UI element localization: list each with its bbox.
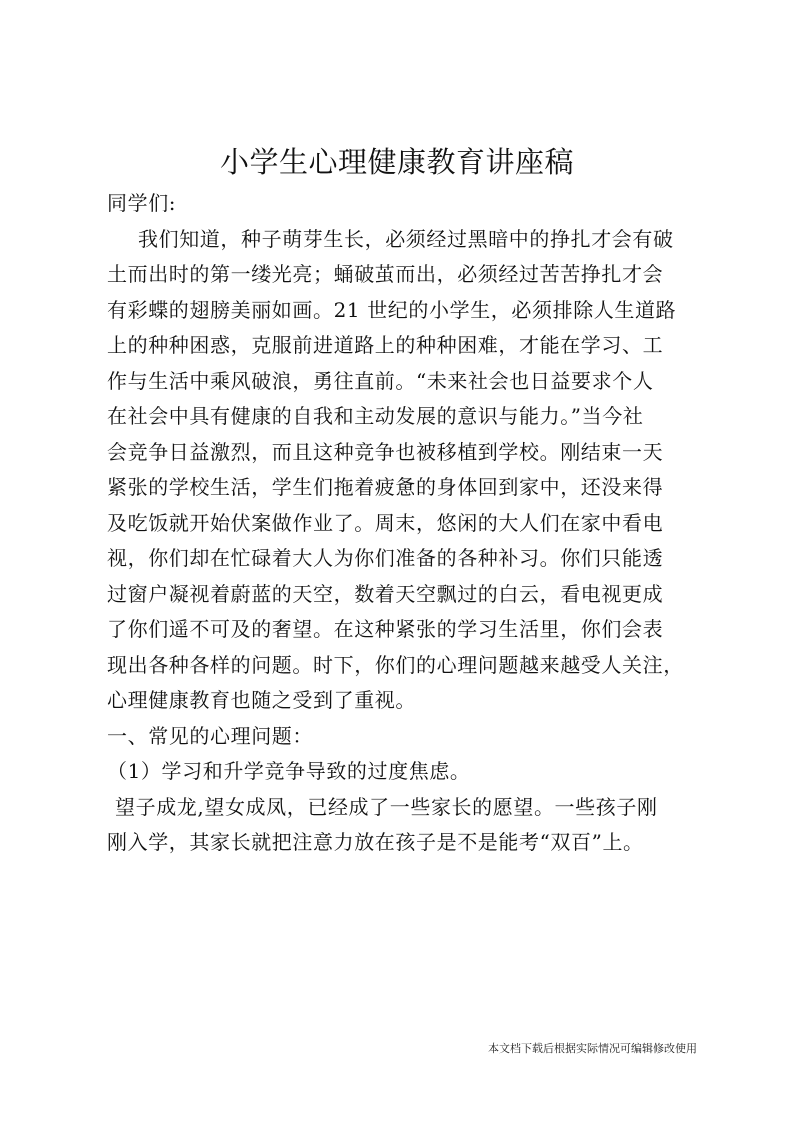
paragraph-line: 现出各种各样的问题。时下，你们的心理问题越来越受人关注，: [107, 652, 684, 677]
paragraph-line: 会竞争日益激烈，而且这种竞争也被移植到学校。刚结束一天: [107, 439, 664, 464]
paragraph-1: [107, 222, 697, 719]
greeting: 同学们:: [107, 191, 177, 215]
paragraph-line: 过窗户凝视着蔚蓝的天空，数着天空飘过的白云，看电视更成: [107, 581, 664, 606]
paragraph-line: 有彩蝶的翅膀美丽如画。21 世纪的小学生，必须排除人生道路: [107, 297, 677, 322]
subheading: （1）学习和升学竞争导致的过度焦虑。: [107, 759, 471, 783]
document-title: 小学生心理健康教育讲座稿: [219, 145, 574, 179]
document-body: [107, 186, 697, 861]
paragraph-line: 紧张的学校生活，学生们拖着疲惫的身体回到家中，还没来得: [107, 475, 664, 499]
paragraph-line: 上的种种困惑，克服前进道路上的种种困难，才能在学习、工: [107, 333, 664, 357]
paragraph-line: 刚入学，其家长就把注意力放在孩子是不是能考“双百”上。: [107, 830, 644, 854]
paragraph-line: 了你们遥不可及的奢望。在这种紧张的学习生活里，你们会表: [107, 617, 664, 641]
paragraph-line: 土而出时的第一缕光亮；蛹破茧而出，必须经过苦苦挣扎才会: [107, 262, 664, 286]
paragraph-line: 心理健康教育也随之受到了重视。: [107, 688, 416, 712]
paragraph-line: 及吃饭就开始伏案做作业了。周末，悠闲的大人们在家中看电: [107, 510, 664, 535]
footer-note: 本文档下载后根据实际情况可编辑修改使用: [488, 1042, 697, 1055]
paragraph-line: 我们知道，种子萌芽生长，必须经过黑暗中的挣扎才会有破: [138, 226, 674, 251]
paragraph-line: 作与生活中乘风破浪，勇往直前。“未来社会也日益要求个人: [107, 368, 654, 393]
paragraph-line: 望子成龙,望女成凤，已经成了一些家长的愿望。一些孩子刚: [115, 794, 658, 819]
paragraph-line: 在社会中具有健康的自我和主动发展的意识与能力。”当今社: [107, 404, 644, 428]
section-heading: 一、常见的心理问题：: [107, 723, 313, 748]
paragraph-line: 视，你们却在忙碌着大人为你们准备的各种补习。你们只能透: [107, 546, 664, 570]
paragraph-2: [107, 790, 697, 861]
